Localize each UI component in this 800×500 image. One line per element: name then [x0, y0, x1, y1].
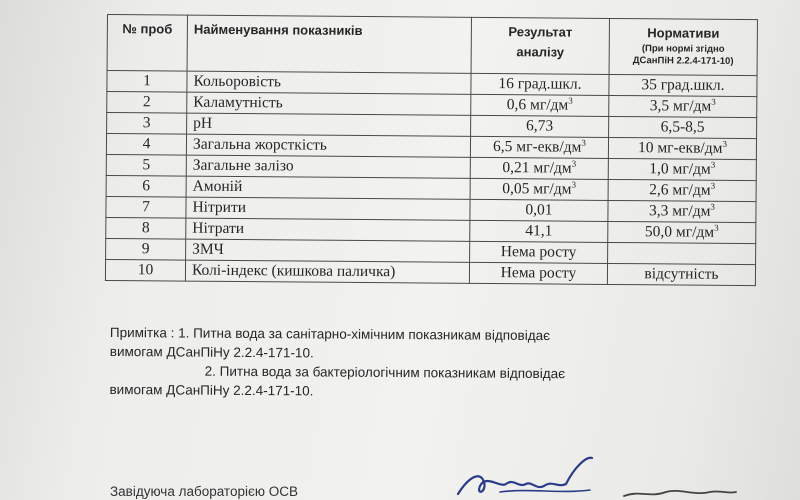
header-norms-title: Нормативи [647, 25, 720, 41]
cell-norm [609, 95, 757, 117]
cell-sample-number-text: 2 [142, 93, 151, 111]
cell-norm-text: 3,5 мг/дм [649, 97, 712, 115]
cell-norm [608, 158, 756, 180]
cell-result [471, 94, 609, 116]
cell-norm [608, 242, 756, 264]
cell-indicator-name-text: ЗМЧ [192, 240, 224, 258]
cell-indicator-name-text: Колі-індекс (кишкова паличка) [191, 261, 396, 281]
cell-indicator-name-text: Амоній [192, 177, 243, 196]
footer-signer: Завідуюча лабораторією ОСВ [110, 484, 298, 499]
cell-sample-number [106, 134, 186, 156]
cell-norm-text: 50,0 мг/дм [644, 223, 715, 241]
header-result [471, 17, 609, 74]
cell-indicator-name [186, 134, 470, 157]
cell-sample-number [106, 196, 186, 218]
cell-result [471, 115, 609, 137]
cell-sample-number [106, 175, 186, 197]
cell-indicator-name [186, 176, 470, 199]
cell-result [470, 178, 608, 200]
cell-norm-unit-exponent: 3 [710, 159, 716, 170]
cell-sample-number [105, 259, 185, 281]
header-sample-number: № проб [107, 15, 187, 72]
cell-norm [607, 263, 755, 285]
cell-result-unit-exponent: 3 [571, 179, 577, 190]
cell-result-text: 0,6 мг/дм [506, 96, 569, 114]
note-line-4: вимогам ДСанПіНу 2.2.4-171-10. [109, 381, 314, 399]
note-line-1: Примітка : 1. Питна вода за санітарно-хімічним показникам відповідає [109, 324, 551, 344]
analysis-results-table [105, 14, 758, 286]
cell-norm-unit-exponent: 3 [714, 222, 719, 233]
cell-sample-number-text: 9 [141, 240, 150, 258]
cell-indicator-name [187, 113, 471, 136]
cell-sample-number-text: 8 [141, 219, 150, 237]
header-norms-sub-2: ДСанПіН 2.2.4-171-10) [632, 55, 734, 67]
cell-indicator-name-text: Нітрити [192, 198, 247, 217]
header-norms-sub-1: (При нормі згідно [641, 43, 725, 55]
cell-indicator-name [186, 155, 470, 178]
cell-norm-text: 2,6 мг/дм [649, 181, 711, 199]
cell-result-text: 0,21 мг/дм [502, 159, 572, 177]
cell-indicator-name [186, 197, 470, 220]
cell-sample-number-text: 7 [142, 198, 150, 216]
cell-norm-text: відсутність [644, 265, 719, 283]
cell-result-unit-exponent: 3 [571, 158, 577, 169]
cell-result [469, 262, 607, 284]
cell-result-text: 16 град.шкл. [498, 75, 582, 93]
cell-indicator-name-text: pH [193, 114, 213, 132]
cell-indicator-name-text: Кольоровість [193, 72, 282, 91]
cell-norm-text: 3,3 мг/дм [648, 202, 711, 220]
cell-result [470, 136, 608, 158]
cell-norm-text: 6,5-8,5 [660, 118, 705, 136]
cell-norm-text: 35 град.шкл. [641, 76, 725, 94]
note-line-3: 2. Питна вода за бактеріологічним показникам відповідає [204, 363, 566, 382]
cell-indicator-name [186, 239, 470, 262]
cell-norm [608, 179, 756, 201]
cell-norm-unit-exponent: 3 [710, 180, 716, 191]
cell-result [470, 241, 608, 263]
cell-sample-number-text: 6 [142, 177, 151, 195]
cell-result [470, 157, 608, 179]
cell-sample-number [107, 71, 187, 93]
table-header-row [107, 15, 757, 76]
cell-sample-number-text: 3 [142, 114, 151, 132]
cell-result-text: 6,5 мг-екв/дм [492, 138, 582, 156]
cell-norm-text: 1,0 мг/дм [649, 160, 711, 178]
cell-result-text: Нема росту [500, 264, 577, 282]
cell-result-unit-exponent: 3 [568, 95, 573, 106]
cell-sample-number [106, 154, 186, 176]
cell-result-text: 41,1 [525, 222, 553, 240]
table-row [105, 259, 755, 285]
cell-result-text: 6,73 [526, 117, 554, 135]
cell-indicator-name [185, 260, 469, 283]
cell-result [470, 220, 608, 242]
cell-indicator-name-text: Загальна жорсткість [192, 135, 327, 154]
cell-result-text: Нема росту [500, 243, 577, 261]
cell-norm-unit-exponent: 3 [711, 96, 716, 107]
note-line-2: вимогам ДСанПіНу 2.2.4-171-10. [109, 343, 314, 361]
header-indicator-name: Найменування показників [187, 15, 471, 73]
cell-sample-number-text: 10 [137, 261, 154, 279]
cell-norm-text: 10 мг-екв/дм [637, 139, 723, 157]
cell-sample-number [106, 217, 186, 239]
cell-norm [609, 116, 757, 138]
cell-sample-number [107, 113, 187, 135]
cell-sample-number-text: 5 [142, 156, 151, 174]
cell-sample-number [106, 238, 186, 260]
header-result-line-2: аналізу [516, 44, 565, 60]
cell-indicator-name-text: Нітрати [192, 219, 245, 238]
header-norms [609, 18, 757, 75]
cell-result-text: 0,01 [525, 201, 553, 219]
cell-result-text: 0,05 мг/дм [502, 180, 572, 198]
signature-scribble-image [620, 480, 740, 500]
cell-result [471, 73, 609, 95]
cell-indicator-name-text: Загальне залізо [192, 156, 294, 175]
header-result-line-1: Результат [508, 24, 573, 40]
cell-indicator-name [186, 218, 470, 241]
cell-indicator-name [187, 92, 471, 115]
cell-sample-number [107, 92, 187, 114]
cell-indicator-name-text: Каламутність [193, 93, 283, 112]
cell-norm [608, 137, 756, 159]
cell-sample-number-text: 1 [143, 72, 151, 90]
cell-result [470, 199, 608, 221]
signature-image [440, 448, 640, 500]
cell-norm [609, 74, 757, 96]
cell-norm-unit-exponent: 3 [722, 138, 728, 149]
cell-norm [608, 200, 756, 222]
cell-sample-number-text: 4 [142, 135, 151, 153]
cell-norm-unit-exponent: 3 [710, 201, 715, 212]
notes-section [109, 323, 565, 402]
cell-result-unit-exponent: 3 [581, 137, 586, 148]
cell-norm [608, 221, 756, 243]
cell-indicator-name [187, 71, 471, 94]
